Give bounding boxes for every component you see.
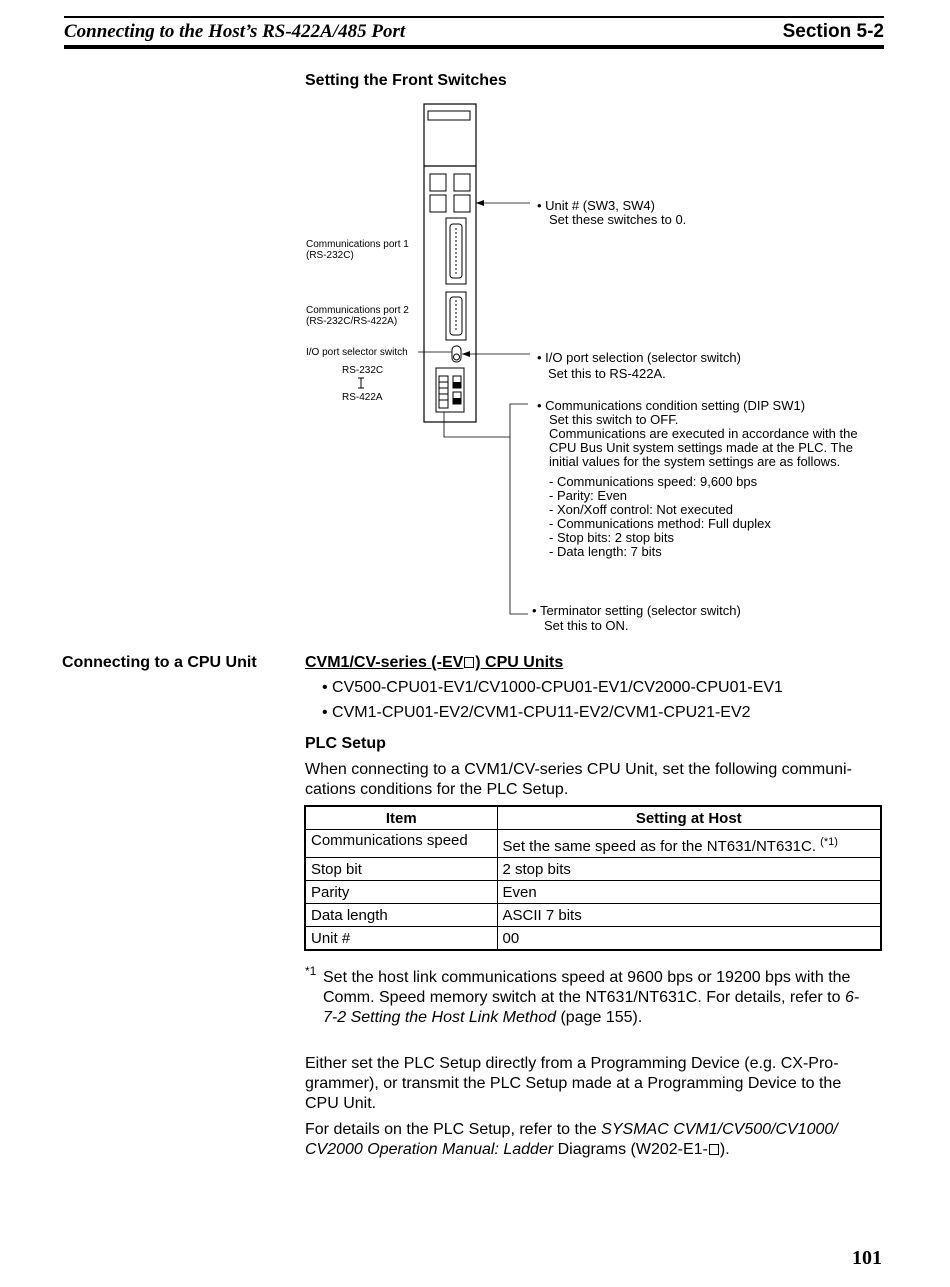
table-cell: Even xyxy=(497,881,881,904)
table-cell: Stop bit xyxy=(305,858,497,881)
xref-link[interactable]: 7-2 Setting the Host Link Method xyxy=(323,1009,557,1026)
table-row xyxy=(305,904,881,927)
front-switches-heading: Setting the Front Switches xyxy=(305,72,507,89)
table-cell: ASCII 7 bits xyxy=(497,904,881,927)
placeholder-box-icon xyxy=(709,1144,719,1155)
comm-default-item: - Data length: 7 bits xyxy=(549,544,662,559)
table-header: Item xyxy=(305,806,497,830)
table-cell: Parity xyxy=(305,881,497,904)
note-comm-condition: • Communications condition setting (DIP SW1) Set this switch to OFF. Communications are executed in accordance with the CPU Bus Unit system settings made at the PLC. The initial values for the system settings are as follows. - Communications speed: 9,600 bps - Parity: Even - Xon/Xoff control: Not executed - Communications method: Full duplex - Stop bits: 2 stop bits - Data length: 7 bits xyxy=(537,398,858,559)
footnote-ref: (*1) xyxy=(820,836,838,848)
note-io-selection: • I/O port selection (selector switch) Set this to RS-422A. xyxy=(537,350,741,381)
table-cell: 00 xyxy=(497,927,881,951)
list-item: • CV500-CPU01-EV1/CV1000-CPU01-EV1/CV2000-CPU01-EV1 xyxy=(322,679,783,696)
cpu-series-heading: CVM1/CV-series (-EV ) CPU Units xyxy=(305,654,564,671)
placeholder-box-icon xyxy=(464,657,474,668)
rs422a-label: RS-422A xyxy=(342,392,383,403)
plc-setup-paragraph-1: Either set the PLC Setup directly from a Programming Device (e.g. CX-Pro- grammer), or transmit the PLC Setup made at a Programming Device to the CPU Unit. xyxy=(305,1055,842,1112)
plc-setup-heading: PLC Setup xyxy=(305,735,386,752)
unit-top-label-slot xyxy=(428,111,470,120)
footnote-text: Set the host link communications speed at 9600 bps or 19200 bps with the Comm. Speed memory switch at the NT631/NT631C. For details, refer to 6- 7-2 Setting the Host Link Method (page 155). xyxy=(323,969,860,1026)
table-cell: Data length xyxy=(305,904,497,927)
rotary-switch-3 xyxy=(430,195,446,212)
note-unit-number: • Unit # (SW3, SW4) Set these switches to 0. xyxy=(537,198,687,227)
plc-setup-intro: When connecting to a CVM1/CV-series CPU Unit, set the following communi- cations conditions for the PLC Setup. xyxy=(305,761,852,798)
comm-default-item: - Parity: Even xyxy=(549,488,628,503)
rs232c-label: RS-232C xyxy=(342,365,384,376)
plc-setup-paragraph-2: For details on the PLC Setup, refer to the SYSMAC CVM1/CV500/CV1000/ CV2000 Operation Manual: Ladder Diagrams (W202-E1- ). xyxy=(305,1121,838,1158)
rotary-switch-sw3 xyxy=(430,174,446,191)
port2-label: Communications port 2 (RS-232C/RS-422A) xyxy=(306,305,409,327)
comm-default-item: - Communications method: Full duplex xyxy=(549,516,771,531)
table-cell: 2 stop bits xyxy=(497,858,881,881)
comm-default-item: - Stop bits: 2 stop bits xyxy=(549,530,675,545)
table-row xyxy=(305,858,881,881)
port1-label: Communications port 1 (RS-232C) xyxy=(306,239,409,261)
table-cell: Unit # xyxy=(305,927,497,951)
side-heading-cpu: Connecting to a CPU Unit xyxy=(62,654,257,671)
table-row xyxy=(305,881,881,904)
table-cell: Set the same speed as for the NT631/NT631C. $^{(*1)}$ xyxy=(497,830,881,858)
header-bottom-rule xyxy=(64,45,884,49)
rotary-switch-sw4 xyxy=(454,174,470,191)
io-selector-label: I/O port selector switch xyxy=(306,347,408,358)
table-header-row xyxy=(305,806,881,830)
table-header: Setting at Host xyxy=(497,806,881,830)
plc-setup-table xyxy=(304,805,882,951)
table-row xyxy=(305,927,881,951)
list-item: • CVM1-CPU01-EV2/CVM1-CPU11-EV2/CVM1-CPU21-EV2 xyxy=(322,704,751,721)
page-number: 101 xyxy=(852,1247,882,1269)
cpu-model-list xyxy=(322,678,783,723)
page-header-title: Connecting to the Host’s RS-422A/485 Port xyxy=(64,21,406,42)
comm-default-item: - Communications speed: 9,600 bps xyxy=(549,474,758,489)
table-row xyxy=(305,830,881,858)
footnote-mark: *1 xyxy=(305,964,317,978)
table-cell: Communications speed xyxy=(305,830,497,858)
header-top-rule xyxy=(64,16,884,18)
comm-default-item: - Xon/Xoff control: Not executed xyxy=(549,502,734,517)
section-label: Section 5-2 xyxy=(782,21,884,42)
note-terminator: • Terminator setting (selector switch) Set this to ON. xyxy=(532,603,741,633)
rotary-switch-4 xyxy=(454,195,470,212)
